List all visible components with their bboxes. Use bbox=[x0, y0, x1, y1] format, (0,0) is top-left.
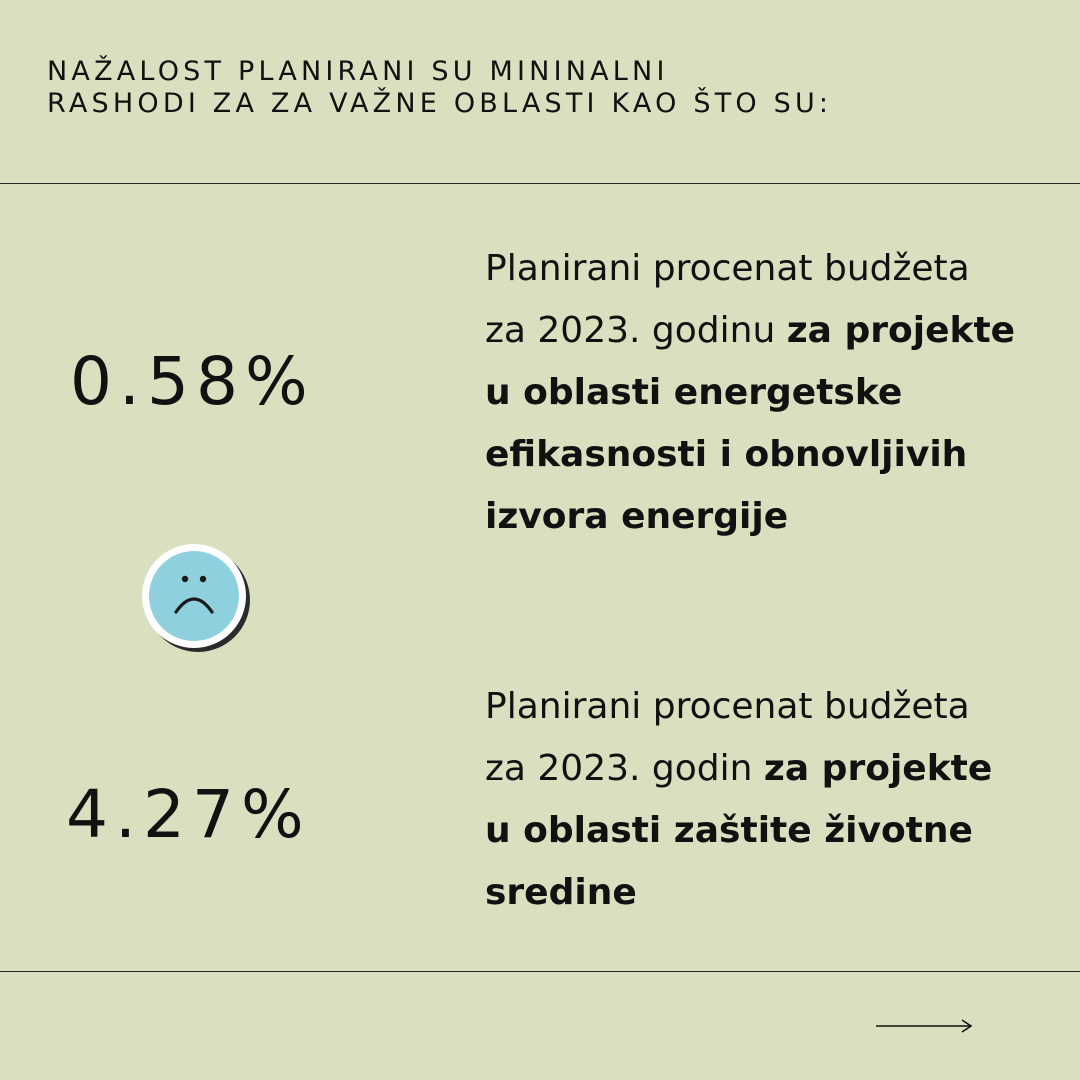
description-text-bold: u oblasti zaštite životne bbox=[485, 810, 973, 851]
description-text-bold: sredine bbox=[485, 872, 637, 913]
description-text-bold: za projekte bbox=[786, 310, 1016, 351]
sad-face-icon bbox=[140, 542, 252, 654]
header-line-2: RASHODI ZA ZA VAŽNE OBLASTI KAO ŠTO SU: bbox=[47, 88, 833, 119]
description-line bbox=[485, 486, 1055, 548]
description-line bbox=[485, 862, 1055, 924]
description-line bbox=[485, 300, 1055, 362]
description-environment bbox=[485, 676, 1055, 924]
percent-energy: 0.58% bbox=[70, 343, 315, 420]
percent-environment: 4.27% bbox=[66, 776, 311, 853]
description-line bbox=[485, 362, 1055, 424]
description-line bbox=[485, 738, 1055, 800]
header-title bbox=[47, 56, 1047, 120]
top-divider bbox=[0, 183, 1080, 184]
description-text-light: za 2023. godinu bbox=[485, 310, 787, 351]
description-line bbox=[485, 424, 1055, 486]
description-text-bold: efikasnosti i obnovljivih bbox=[485, 434, 968, 475]
description-line bbox=[485, 800, 1055, 862]
description-text-bold: izvora energije bbox=[485, 496, 789, 537]
bottom-divider bbox=[0, 971, 1080, 972]
arrow-right-icon[interactable] bbox=[874, 1015, 974, 1037]
description-text-light: Planirani procenat budžeta bbox=[485, 686, 970, 727]
header-line-1: NAŽALOST PLANIRANI SU MININALNI bbox=[47, 56, 669, 87]
description-text-light: za 2023. godin bbox=[485, 748, 764, 789]
description-text-bold: za projekte bbox=[763, 748, 993, 789]
description-text-bold: u oblasti energetske bbox=[485, 372, 903, 413]
description-line bbox=[485, 676, 1055, 738]
description-text-light: Planirani procenat budžeta bbox=[485, 248, 970, 289]
description-line bbox=[485, 238, 1055, 300]
description-energy bbox=[485, 238, 1055, 548]
